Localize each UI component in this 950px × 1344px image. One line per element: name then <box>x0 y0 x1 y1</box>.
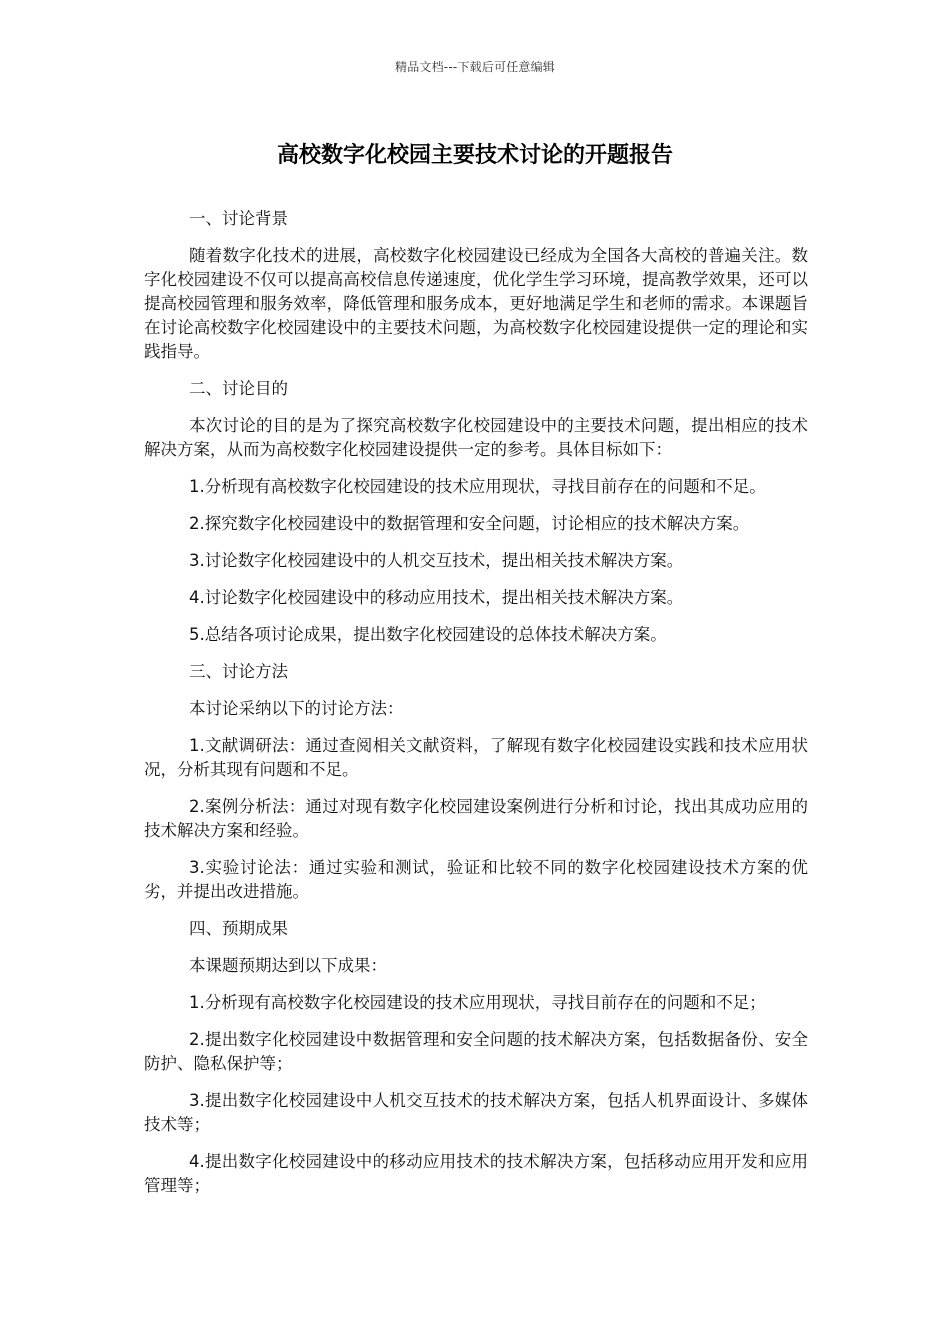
method-item-1: 1.文献调研法：通过查阅相关文献资料，了解现有数字化校园建设实践和技术应用状况，分析其现有问题和不足。 <box>144 736 808 779</box>
purpose-item-4: 4.讨论数字化校园建设中的移动应用技术，提出相关技术解决方案。 <box>189 588 684 607</box>
section-heading-background: 一、讨论背景 <box>189 209 288 228</box>
outcome-item-4: 4.提出数字化校园建设中的移动应用技术的技术解决方案，包括移动应用开发和应用管理等； <box>144 1152 808 1195</box>
outcomes-intro: 本课题预期达到以下成果： <box>189 956 387 975</box>
purpose-paragraph: 本次讨论的目的是为了探究高校数字化校园建设中的主要技术问题，提出相应的技术解决方案，从而为高校数字化校园建设提供一定的参考。具体目标如下： <box>144 416 808 459</box>
outcome-item-1: 1.分析现有高校数字化校园建设的技术应用现状，寻找目前存在的问题和不足； <box>189 993 766 1012</box>
purpose-item-3: 3.讨论数字化校园建设中的人机交互技术，提出相关技术解决方案。 <box>189 551 684 570</box>
section-heading-methods: 三、讨论方法 <box>189 662 288 681</box>
section-heading-purpose: 二、讨论目的 <box>189 379 288 398</box>
method-item-3: 3.实验讨论法：通过实验和测试，验证和比较不同的数字化校园建设技术方案的优劣，并提出改进措施。 <box>144 858 808 901</box>
methods-intro: 本讨论采纳以下的讨论方法： <box>189 699 404 718</box>
outcome-item-3: 3.提出数字化校园建设中人机交互技术的技术解决方案，包括人机界面设计、多媒体技术等； <box>144 1091 808 1134</box>
outcome-item-2: 2.提出数字化校园建设中数据管理和安全问题的技术解决方案，包括数据备份、安全防护、隐私保护等； <box>144 1030 808 1073</box>
section-heading-outcomes: 四、预期成果 <box>189 919 288 938</box>
method-item-2: 2.案例分析法：通过对现有数字化校园建设案例进行分析和讨论，找出其成功应用的技术解决方案和经验。 <box>144 797 808 840</box>
page-header: 精品文档---下载后可任意编辑 <box>395 60 555 74</box>
background-paragraph: 随着数字化技术的进展，高校数字化校园建设已经成为全国各大高校的普遍关注。数字化校园建设不仅可以提高高校信息传递速度，优化学生学习环境，提高教学效果，还可以提高校园管理和服务效率，降低管理和服务成本，更好地满足学生和老师的需求。本课题旨在讨论高校数字化校园建设中的主要技术问题，为高校数字化校园建设提供一定的理论和实践指导。 <box>144 246 808 361</box>
document-body <box>144 207 808 1211</box>
purpose-item-1: 1.分析现有高校数字化校园建设的技术应用现状，寻找目前存在的问题和不足。 <box>189 477 766 496</box>
document-title: 高校数字化校园主要技术讨论的开题报告 <box>276 143 673 168</box>
purpose-item-2: 2.探究数字化校园建设中的数据管理和安全问题，讨论相应的技术解决方案。 <box>189 514 750 533</box>
purpose-item-5: 5.总结各项讨论成果，提出数字化校园建设的总体技术解决方案。 <box>189 625 667 644</box>
